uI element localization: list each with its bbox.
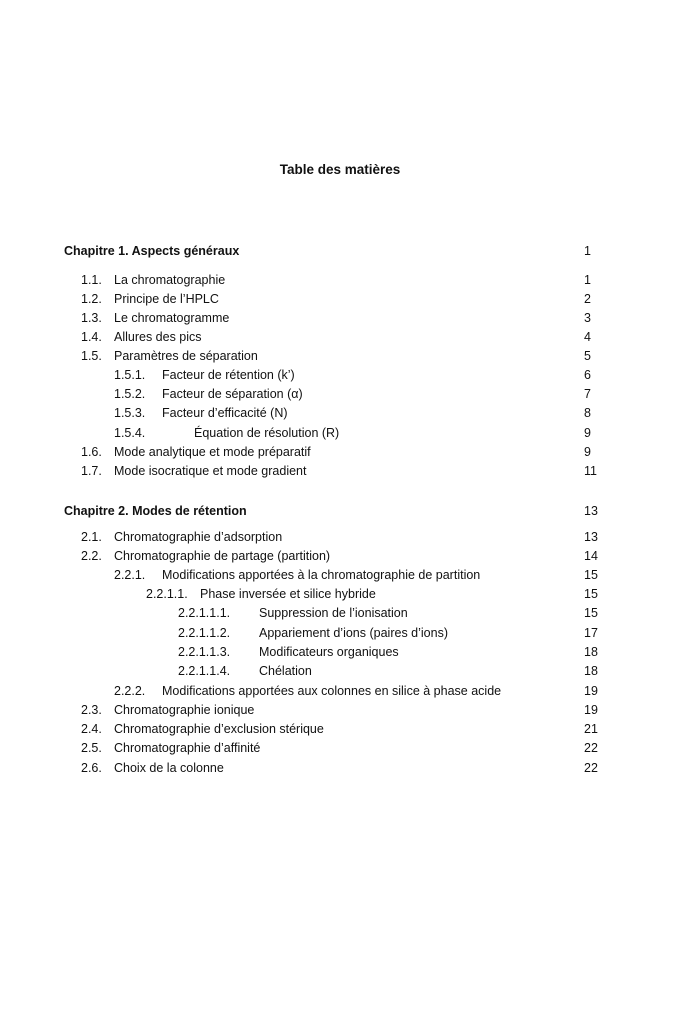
toc-entry	[0, 462, 700, 480]
page-number: 3	[584, 311, 591, 325]
section-title: Mode analytique et mode préparatif	[114, 445, 311, 459]
section-number: 1.3.	[81, 311, 102, 325]
toc-entry	[0, 385, 700, 403]
toc-entry	[0, 328, 700, 346]
section-number: 1.2.	[81, 292, 102, 306]
section-number: 2.2.1.1.4.	[178, 664, 231, 678]
page-number: 19	[584, 684, 598, 698]
section-number: 1.1.	[81, 273, 102, 287]
toc-chapter-1	[0, 242, 700, 260]
section-number: 1.5.	[81, 349, 102, 363]
section-title: Chromatographie ionique	[114, 703, 255, 717]
toc-chapter-2	[0, 502, 700, 520]
toc-entry	[0, 404, 700, 422]
toc-entry	[0, 366, 700, 384]
section-number: 1.5.4.	[114, 426, 146, 440]
page-number: 7	[584, 387, 591, 401]
section-title: Chromatographie de partage (partition)	[114, 549, 331, 563]
section-title: Chromatographie d’exclusion stérique	[114, 722, 324, 736]
section-title: Chromatographie d’affinité	[114, 741, 261, 755]
page-number: 11	[584, 464, 597, 478]
page-number: 22	[584, 741, 598, 755]
page-number: 13	[584, 530, 598, 544]
section-number: 2.5.	[81, 741, 102, 755]
page-number: 1	[584, 273, 591, 287]
toc-entry	[0, 643, 700, 661]
section-number: 1.5.1.	[114, 368, 146, 382]
toc-entry	[0, 682, 700, 700]
page-number: 13	[584, 504, 598, 518]
section-title: Paramètres de séparation	[114, 349, 258, 363]
section-title: Modificateurs organiques	[259, 645, 399, 659]
page-number: 8	[584, 406, 591, 420]
toc-entry	[0, 662, 700, 680]
section-number: 2.2.2.	[114, 684, 146, 698]
section-number: 2.2.	[81, 549, 102, 563]
page-number: 1	[584, 244, 591, 258]
toc-entry	[0, 585, 700, 603]
toc-entry	[0, 290, 700, 308]
section-title: Choix de la colonne	[114, 761, 224, 775]
page-number: 19	[584, 703, 598, 717]
section-number: 1.5.2.	[114, 387, 146, 401]
section-number: 1.7.	[81, 464, 102, 478]
page-number: 17	[584, 626, 598, 640]
section-title: Suppression de l’ionisation	[259, 606, 408, 620]
toc-entry	[0, 739, 700, 757]
toc-entry	[0, 624, 700, 642]
section-title: Allures des pics	[114, 330, 202, 344]
section-title: Facteur de séparation (α)	[162, 387, 303, 401]
toc-entry	[0, 720, 700, 738]
page-number: 5	[584, 349, 591, 363]
page-number: 22	[584, 761, 598, 775]
page-number: 9	[584, 426, 591, 440]
toc-entry	[0, 309, 700, 327]
section-number: 2.2.1.1.3.	[178, 645, 231, 659]
section-number: 1.5.3.	[114, 406, 146, 420]
toc-entry	[0, 547, 700, 565]
toc-entry	[0, 271, 700, 289]
section-title: Facteur de rétention (k’)	[162, 368, 295, 382]
page-number: 4	[584, 330, 591, 344]
section-title: Facteur d’efficacité (N)	[162, 406, 288, 420]
section-title: La chromatographie	[114, 273, 226, 287]
toc-entry	[0, 759, 700, 777]
section-title: Appariement d’ions (paires d’ions)	[259, 626, 448, 640]
section-title: Mode isocratique et mode gradient	[114, 464, 307, 478]
page-title: Table des matières	[279, 162, 401, 177]
section-title: Modifications apportées à la chromatographie de partition	[162, 568, 481, 582]
section-number: 2.1.	[81, 530, 102, 544]
section-title: Chromatographie d’adsorption	[114, 530, 283, 544]
section-title: Le chromatogramme	[114, 311, 230, 325]
page-number: 15	[584, 587, 598, 601]
section-title: Équation de résolution (R)	[194, 426, 340, 440]
page-number: 18	[584, 645, 598, 659]
section-title: Modifications apportées aux colonnes en silice à phase acide	[162, 684, 502, 698]
toc-entry	[0, 701, 700, 719]
page-number: 15	[584, 606, 598, 620]
section-number: 2.3.	[81, 703, 102, 717]
section-number: 2.4.	[81, 722, 102, 736]
section-number: 2.2.1.1.1.	[178, 606, 231, 620]
page-number: 15	[584, 568, 598, 582]
toc-entry	[0, 347, 700, 365]
page-number: 6	[584, 368, 591, 382]
page-number: 2	[584, 292, 591, 306]
toc-entry	[0, 528, 700, 546]
section-number: 2.6.	[81, 761, 102, 775]
section-title: Principe de l’HPLC	[114, 292, 219, 306]
page-number: 18	[584, 664, 598, 678]
chapter-label: Chapitre 1. Aspects généraux	[64, 244, 240, 258]
toc-entry	[0, 604, 700, 622]
toc-entry	[0, 424, 700, 442]
section-number: 1.6.	[81, 445, 102, 459]
section-number: 1.4.	[81, 330, 102, 344]
page-number: 14	[584, 549, 598, 563]
page-number: 21	[584, 722, 598, 736]
section-title: Chélation	[259, 664, 312, 678]
chapter-label: Chapitre 2. Modes de rétention	[64, 504, 247, 518]
section-number: 2.2.1.1.	[146, 587, 188, 601]
toc-entry	[0, 443, 700, 461]
section-number: 2.2.1.1.2.	[178, 626, 231, 640]
toc-entry	[0, 566, 700, 584]
section-number: 2.2.1.	[114, 568, 146, 582]
section-title: Phase inversée et silice hybride	[200, 587, 376, 601]
page-number: 9	[584, 445, 591, 459]
